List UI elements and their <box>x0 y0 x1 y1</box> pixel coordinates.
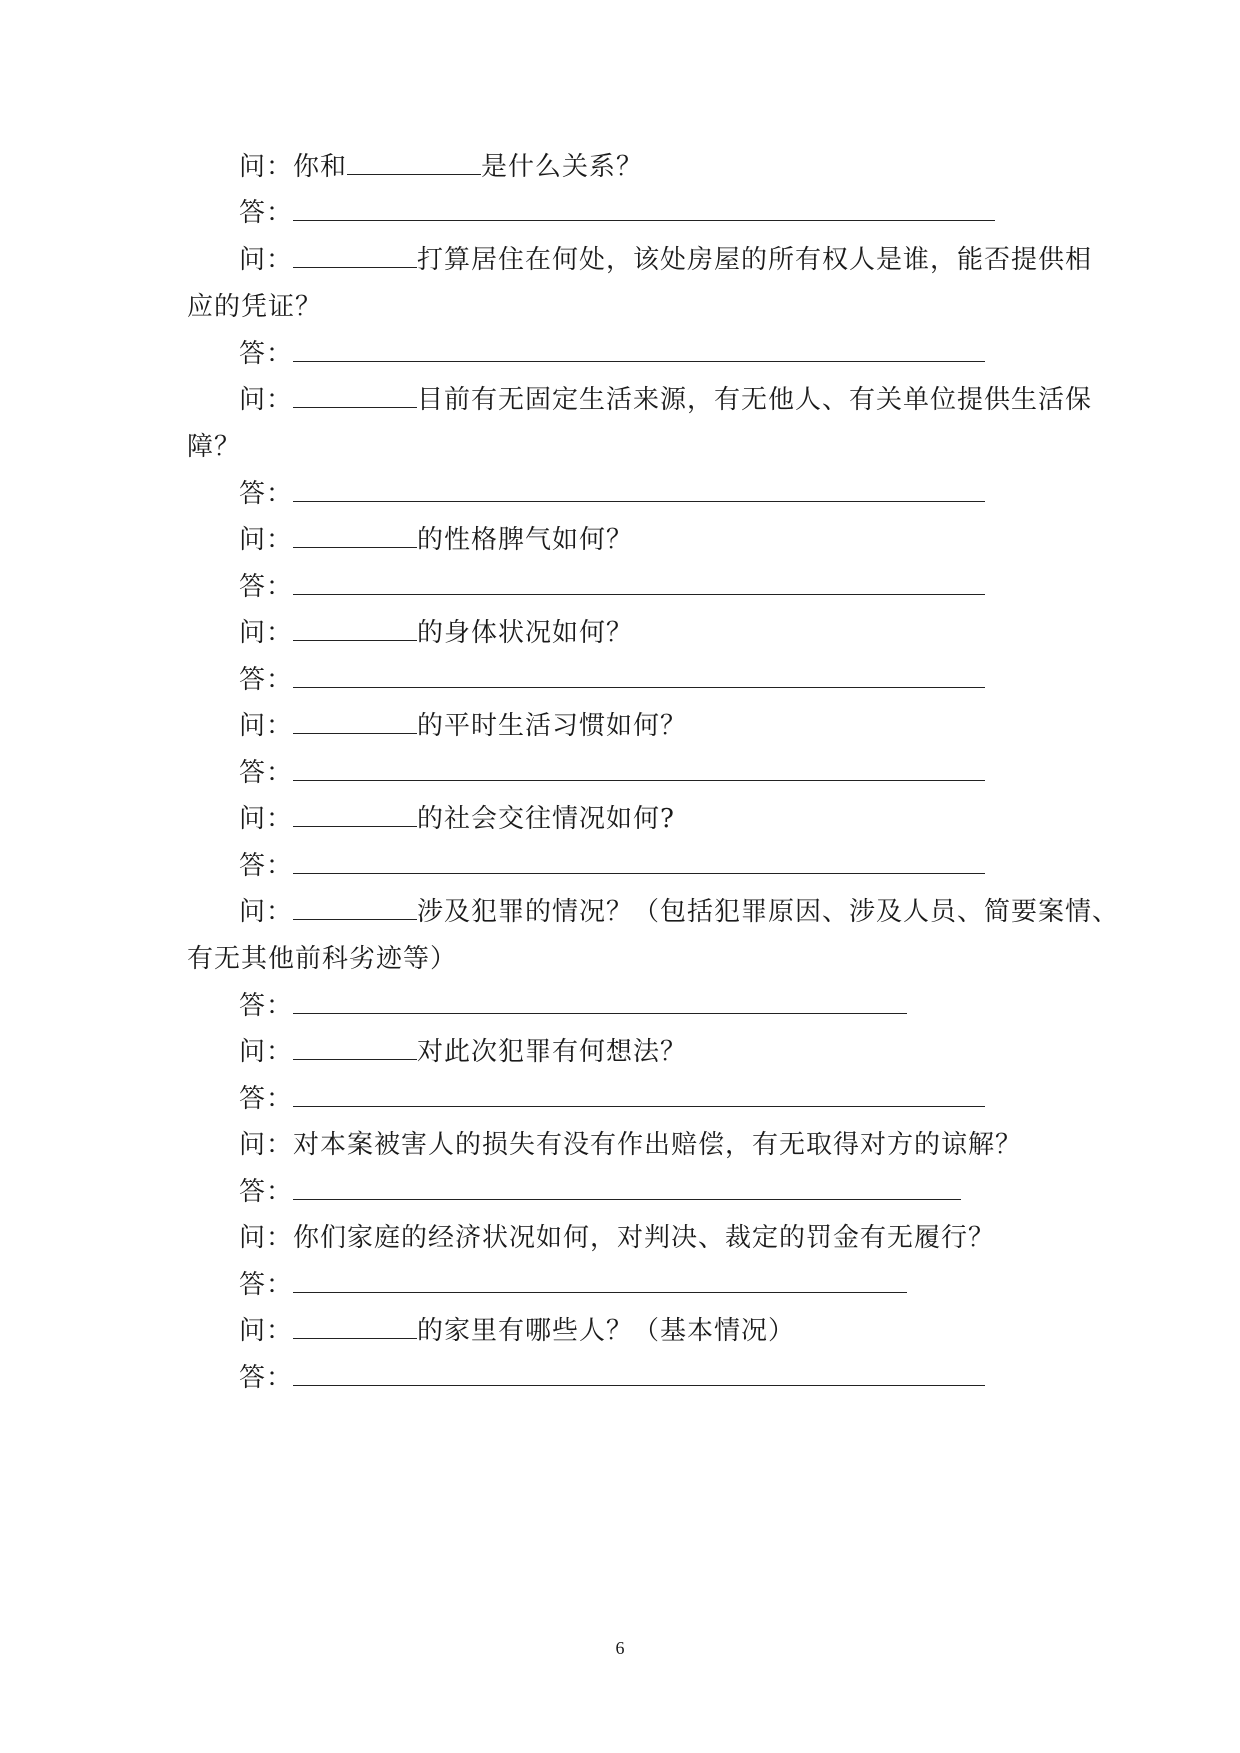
answer-8 <box>239 989 907 1023</box>
question-label: 问： <box>239 1130 294 1160</box>
question-text: 的家里有哪些人？（基本情况） <box>417 1316 796 1346</box>
answer-label: 答： <box>239 758 294 788</box>
question-label: 问： <box>239 525 294 555</box>
answer-label: 答： <box>239 991 294 1021</box>
question-label: 问： <box>239 711 294 741</box>
answer-label: 答： <box>239 1270 294 1300</box>
answer-label: 答： <box>239 572 294 602</box>
question-label: 问： <box>239 245 294 275</box>
question-label: 问： <box>239 1316 294 1346</box>
name-blank[interactable] <box>293 525 417 548</box>
name-blank[interactable] <box>293 897 417 920</box>
question-label: 问： <box>239 1223 294 1253</box>
answer-6 <box>239 756 985 790</box>
question-label: 问： <box>239 152 294 182</box>
question-label: 问： <box>239 385 294 415</box>
answer-blank[interactable] <box>293 665 985 688</box>
name-blank[interactable] <box>347 152 481 175</box>
answer-blank[interactable] <box>293 1270 907 1293</box>
question-11 <box>239 1221 995 1255</box>
question-4 <box>239 523 633 557</box>
answer-blank[interactable] <box>293 1177 961 1200</box>
question-text: 的社会交往情况如何? <box>417 804 675 834</box>
question-text: 打算居住在何处，该处房屋的所有权人是谁，能否提供相 <box>417 245 1093 275</box>
question-6 <box>239 709 687 743</box>
question-12 <box>239 1314 795 1348</box>
answer-label: 答： <box>239 479 294 509</box>
question-text: 的身体状况如何？ <box>417 618 634 648</box>
question-label: 问： <box>239 1037 294 1067</box>
name-blank[interactable] <box>293 711 417 734</box>
question-label: 问： <box>239 804 294 834</box>
question-text: 你们家庭的经济状况如何，对判决、裁定的罚金有无履行？ <box>293 1223 996 1253</box>
answer-11 <box>239 1268 907 1302</box>
answer-label: 答： <box>239 198 294 228</box>
answer-label: 答： <box>239 1177 294 1207</box>
answer-blank[interactable] <box>293 479 985 502</box>
answer-blank[interactable] <box>293 339 985 362</box>
answer-blank[interactable] <box>293 572 985 595</box>
question-text: 涉及犯罪的情况？（包括犯罪原因、涉及人员、简要案情、 <box>417 897 1120 927</box>
page-number: 6 <box>615 1638 625 1658</box>
question-2 <box>239 243 1092 277</box>
question-text: 对此次犯罪有何想法？ <box>417 1037 688 1067</box>
answer-label: 答： <box>239 339 294 369</box>
name-blank[interactable] <box>293 804 417 827</box>
answer-blank[interactable] <box>293 1363 985 1386</box>
answer-label: 答： <box>239 665 294 695</box>
answer-blank[interactable] <box>293 198 995 221</box>
answer-2 <box>239 337 985 371</box>
answer-label: 答： <box>239 1084 294 1114</box>
question-text: 的性格脾气如何？ <box>417 525 634 555</box>
name-blank[interactable] <box>293 245 417 268</box>
answer-1 <box>239 196 995 230</box>
answer-label: 答： <box>239 851 294 881</box>
question-8 <box>239 895 1119 929</box>
answer-10 <box>239 1175 961 1209</box>
answer-blank[interactable] <box>293 758 985 781</box>
question-text: 的平时生活习惯如何？ <box>417 711 688 741</box>
answer-label: 答： <box>239 1363 294 1393</box>
name-blank[interactable] <box>293 385 417 408</box>
question-5 <box>239 616 633 650</box>
answer-blank[interactable] <box>293 1084 985 1107</box>
question-label: 问： <box>239 897 294 927</box>
question-text: 是什么关系？ <box>481 152 644 182</box>
question-2-continuation: 应的凭证？ <box>187 292 323 322</box>
answer-12 <box>239 1361 985 1395</box>
answer-3 <box>239 477 985 511</box>
question-9 <box>239 1035 687 1069</box>
name-blank[interactable] <box>293 618 417 641</box>
name-blank[interactable] <box>293 1316 417 1339</box>
question-7 <box>239 802 675 836</box>
question-text: 目前有无固定生活来源，有无他人、有关单位提供生活保 <box>417 385 1093 415</box>
name-blank[interactable] <box>293 1037 417 1060</box>
question-1 <box>239 150 643 184</box>
question-label: 问： <box>239 618 294 648</box>
question-lead-text: 你和 <box>293 152 348 182</box>
answer-blank[interactable] <box>293 851 985 874</box>
answer-blank[interactable] <box>293 991 907 1014</box>
question-text: 对本案被害人的损失有没有作出赔偿，有无取得对方的谅解？ <box>293 1130 1023 1160</box>
answer-7 <box>239 849 985 883</box>
answer-9 <box>239 1082 985 1116</box>
answer-4 <box>239 570 985 604</box>
question-3 <box>239 383 1092 417</box>
question-10 <box>239 1128 1022 1162</box>
answer-5 <box>239 663 985 697</box>
question-3-continuation: 障？ <box>187 432 242 462</box>
question-8-continuation: 有无其他前科劣迹等） <box>187 944 458 974</box>
